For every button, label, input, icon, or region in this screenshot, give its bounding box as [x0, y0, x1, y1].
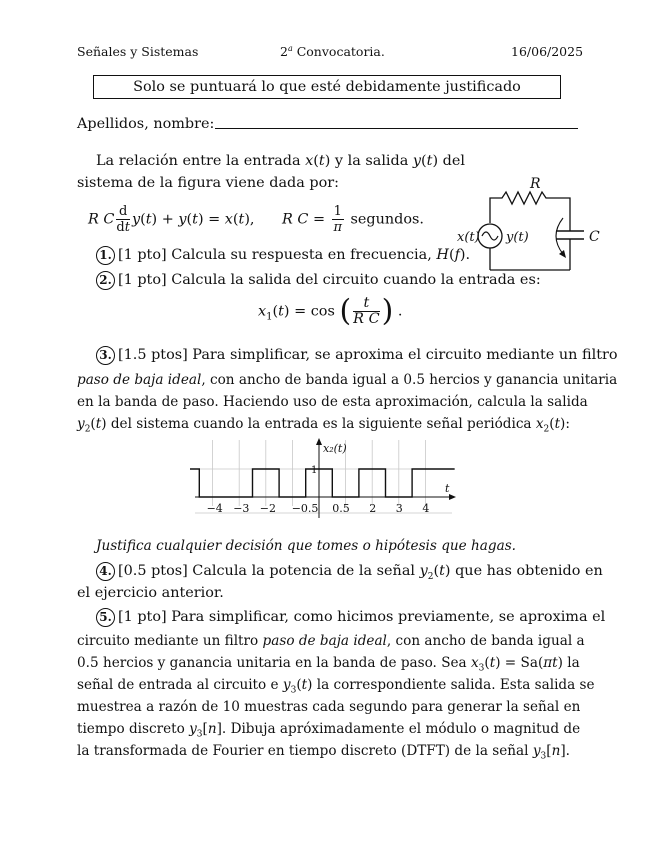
tick-label: 0.5 — [332, 502, 350, 515]
question-5-line-1: 5. [1 pto] Para simplificar, como hicimos previamente, se aproxima el — [96, 607, 605, 629]
tick-label: −2 — [259, 502, 277, 515]
sitting-label: 2$^a$ Convocatoria. — [280, 44, 385, 60]
justify-note: Justifica cualquier decisión que tomes o hipótesis que hagas. — [96, 538, 516, 554]
tick-label: −4 — [206, 502, 223, 515]
x-axis-arrow — [449, 494, 456, 500]
tick-label: 3 — [395, 502, 403, 515]
y-axis-arrow — [316, 438, 322, 445]
question-4-line-2: el ejercicio anterior. — [77, 585, 224, 601]
input-x1-equation: $x_1(t) = \cos$ ( $\frac{t}{\text{R C}}$ ) . — [258, 293, 403, 329]
capacitor-label: C — [589, 229, 600, 245]
question-1: 1. [1 pto] Calcula su respuesta en frecuencia, H(f). — [96, 245, 470, 267]
tick-label: 4 — [422, 502, 430, 515]
resistor-wire — [490, 192, 570, 218]
amplitude-label: 1 — [311, 465, 318, 476]
question-5-line-4: señal de entrada al circuito e $y_3(t)$ la correspondiente salida. Esta salida se — [77, 677, 595, 696]
course-title: Señales y Sistemas — [77, 44, 199, 59]
question-5-line-2: circuito mediante un filtro paso de baja ideal, con ancho de banda igual a — [77, 633, 585, 649]
sitting-superscript: a — [287, 44, 293, 53]
question-3-number: 3. — [96, 346, 115, 365]
question-2: 2. [1 pto] Calcula la salida del circuito cuando la entrada es: — [96, 270, 541, 292]
question-1-number: 1. — [96, 246, 115, 265]
name-label: Apellidos, nombre: — [77, 116, 215, 132]
intro-line-1: La relación entre la entrada x(t) y la salida y(t) del — [96, 153, 466, 169]
question-5-line-6: tiempo discreto $y_3[n]$. Dibuja apróximadamente el módulo o magnitud de — [77, 721, 581, 740]
question-5-line-7: la transformada de Fourier en tiempo discreto (DTFT) de la señal $y_3[n]$. — [77, 743, 570, 762]
intro-line-2: sistema de la figura viene dada por: — [77, 175, 340, 191]
name-fill-line[interactable] — [215, 128, 578, 129]
question-5-number: 5. — [96, 608, 115, 627]
square-wave-plot — [190, 434, 470, 520]
x-axis-label: t — [445, 482, 450, 495]
question-4-number: 4. — [96, 562, 115, 581]
tick-label: 2 — [369, 502, 377, 515]
tick-label: −0.5 — [291, 502, 319, 515]
rc-circuit-diagram — [452, 172, 602, 272]
exam-date: 16/06/2025 — [511, 44, 584, 59]
input-label: x(t) — [457, 230, 480, 245]
output-label: y(t) — [506, 230, 529, 245]
resistor-label: R — [530, 176, 541, 192]
question-3-line-3: en la banda de paso. Haciendo uso de esta aproximación, calcula la salida — [77, 394, 588, 410]
question-3-line-1: 3. [1.5 ptos] Para simplificar, se aproxima el circuito mediante un filtro — [96, 345, 618, 367]
question-5-line-3: 0.5 hercios y ganancia unitaria en la banda de paso. Sea $x_3(t) = Sa(\pi t)$ la — [77, 655, 580, 674]
sitting-text: Convocatoria. — [296, 44, 385, 60]
square-wave — [190, 469, 455, 497]
differential-equation: R C $\frac{d}{dt}$ y(t) + y(t) = x(t), R C = $\frac{1}{\pi}$ segundos. — [88, 204, 424, 235]
question-2-number: 2. — [96, 271, 115, 290]
question-5-line-5: muestrea a razón de 10 muestras cada segundo para generar la señal en — [77, 699, 581, 715]
notice-box: Solo se puntuará lo que esté debidamente justificado — [93, 75, 561, 99]
y-axis-label: x₂(t) — [323, 442, 347, 455]
question-3-line-2: paso de baja ideal, con ancho de banda igual a 0.5 hercios y ganancia unitaria — [77, 372, 618, 388]
question-4-line-1: 4. [0.5 ptos] Calcula la potencia de la señal $y_2(t)$ que has obtenido en — [96, 561, 603, 588]
question-3-line-4: $y_2(t)$ del sistema cuando la entrada es la siguiente señal periódica $x_2(t)$: — [77, 416, 570, 435]
tick-label: −3 — [233, 502, 250, 515]
